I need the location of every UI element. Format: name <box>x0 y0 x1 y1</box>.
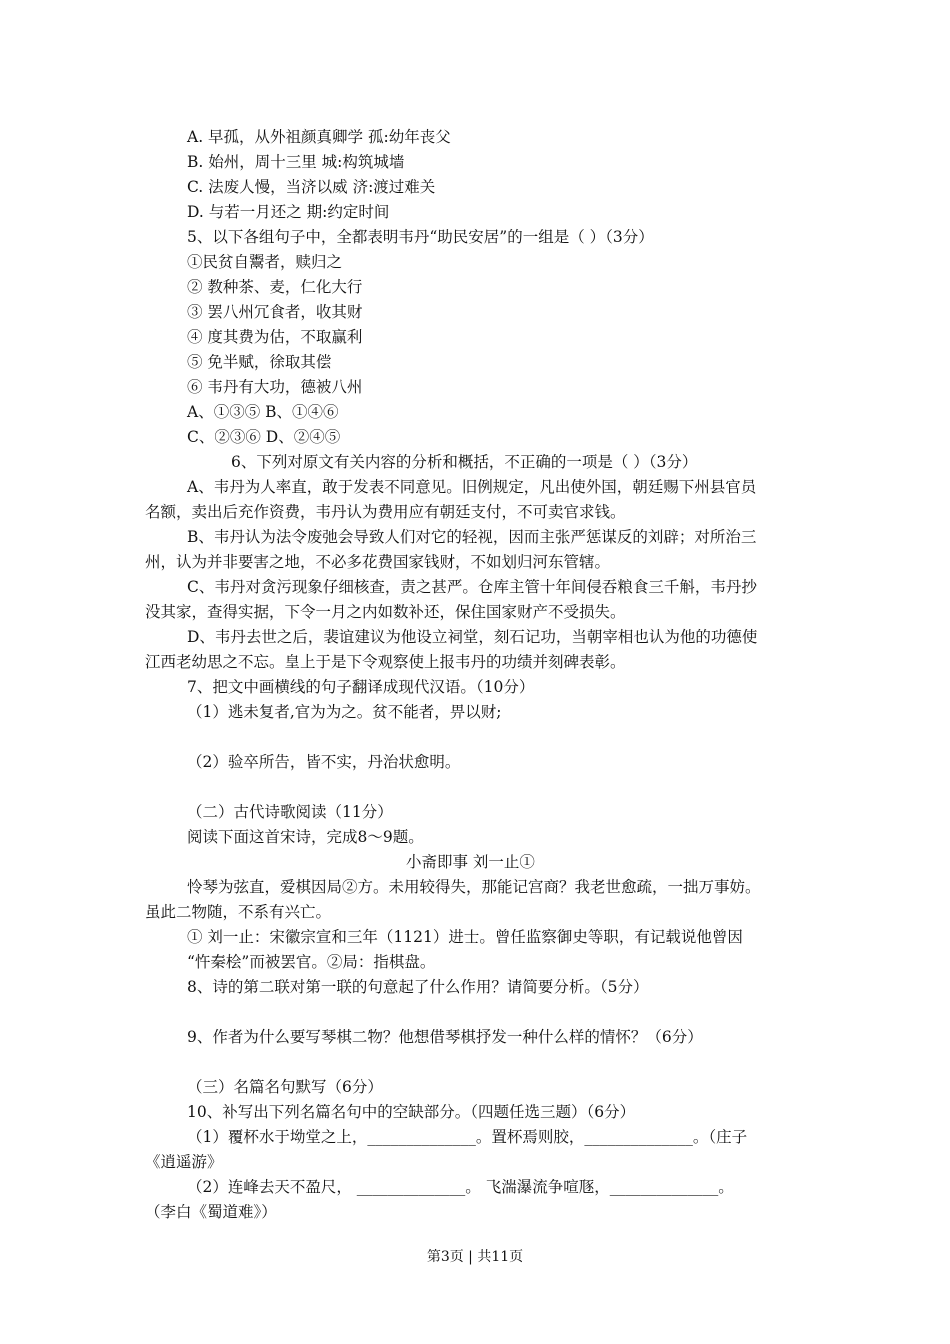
q6-option-c-1: C、韦丹对贪污现象仔细核查，责之甚严。仓库主管十年间侵吞粮食三千斛，韦丹抄 <box>187 578 757 596</box>
q6-option-a-1: A、韦丹为人率直，敢于发表不同意见。旧例规定，凡出使外国，朝廷赐下州县官员 <box>187 478 757 496</box>
question-5: 5、以下各组句子中，全都表明韦丹“助民安居”的一组是（ ）（3分） <box>187 228 654 246</box>
question-9: 9、作者为什么要写琴棋二物？他想借琴棋抒发一种什么样的情怀？（6分） <box>187 1028 703 1046</box>
poem-text-2: 虽此二物随，不系有兴亡。 <box>145 903 332 921</box>
q10-item-2-source: （李白《蜀道难》） <box>145 1203 277 1221</box>
q6-option-d-1: D、韦丹去世之后，裴谊建议为他设立祠堂，刻石记功，当朝宰相也认为他的功德使 <box>187 628 758 646</box>
poem-note-2: “忤秦桧”而被罢官。②局：指棋盘。 <box>187 953 436 971</box>
option-c-line: C. 法废人慢，当济以威 济:渡过难关 <box>187 178 436 196</box>
q5-item-5: ⑤ 免半赋，徐取其偿 <box>187 353 332 371</box>
q5-item-2: ② 教种茶、麦，仁化大行 <box>187 278 363 296</box>
q5-item-6: ⑥ 韦丹有大功，德被八州 <box>187 378 363 396</box>
poem-text-1: 怜琴为弦直，爱棋因局②方。未用较得失，那能记宫商？我老世愈疏，一拙万事妨。 <box>187 878 761 896</box>
q6-option-c-2: 没其家，查得实据，下令一月之内如数补还，保住国家财产不受损失。 <box>145 603 626 621</box>
poetry-instruction: 阅读下面这首宋诗，完成8～9题。 <box>187 828 424 846</box>
section-poetry-heading: （二）古代诗歌阅读（11分） <box>187 803 393 821</box>
question-8: 8、诗的第二联对第一联的句意起了什么作用？请简要分析。（5分） <box>187 978 649 996</box>
question-6: 6、下列对原文有关内容的分析和概括，不正确的一项是（ ）（3分） <box>231 453 698 471</box>
q7-sentence-1: （1）逃未复者,官为为之。贫不能者，畀以财; <box>187 703 502 721</box>
q10-item-1-source: 《逍遥游》 <box>145 1153 223 1171</box>
q5-item-1: ①民贫自鬻者，赎归之 <box>187 253 343 271</box>
option-d-line: D. 与若一月还之 期:约定时间 <box>187 203 390 221</box>
q6-option-b-1: B、韦丹认为法令废弛会导致人们对它的轻视，因而主张严惩谋反的刘辟；对所治三 <box>187 528 757 546</box>
option-a-line: A. 早孤，从外祖颜真卿学 孤:幼年丧父 <box>187 128 451 146</box>
q6-option-a-2: 名额，卖出后充作资费，韦丹认为费用应有朝廷支付，不可卖官求钱。 <box>145 503 626 521</box>
q5-item-4: ④ 度其费为估，不取赢利 <box>187 328 363 346</box>
q6-option-b-2: 州，认为并非要害之地，不必多花费国家钱财，不如划归河东管辖。 <box>145 553 611 571</box>
q5-item-3: ③ 罢八州冗食者，收其财 <box>187 303 363 321</box>
q5-choices-cd: C、②③⑥ D、②④⑤ <box>187 428 341 446</box>
page-number-footer: 第3页 | 共11页 <box>426 1249 524 1265</box>
question-10: 10、补写出下列名篇名句中的空缺部分。（四题任选三题）（6分） <box>187 1103 636 1121</box>
section-dictation-heading: （三）名篇名句默写（6分） <box>187 1078 383 1096</box>
q7-sentence-2: （2）验卒所告，皆不实，丹治状愈明。 <box>187 753 461 771</box>
q5-choices-ab: A、①③⑤ B、①④⑥ <box>187 403 339 421</box>
question-7: 7、把文中画横线的句子翻译成现代汉语。（10分） <box>187 678 535 696</box>
option-b-line: B. 始州，周十三里 城:构筑城墙 <box>187 153 405 171</box>
q10-item-1: （1）覆杯水于坳堂之上，______________。置杯焉则胶，______________。（庄子 <box>187 1128 748 1146</box>
q10-item-2: （2）连峰去天不盈尺， ______________。 飞湍瀑流争喧豗，______________。 <box>187 1178 734 1196</box>
poem-note-1: ① 刘一止：宋徽宗宣和三年（1121）进士。曾任监察御史等职，有记载说他曾因 <box>187 928 743 946</box>
poem-title: 小斋即事 刘一止① <box>406 853 535 871</box>
q6-option-d-2: 江西老幼思之不忘。皇上于是下令观察使上报韦丹的功绩并刻碑表彰。 <box>145 653 626 671</box>
